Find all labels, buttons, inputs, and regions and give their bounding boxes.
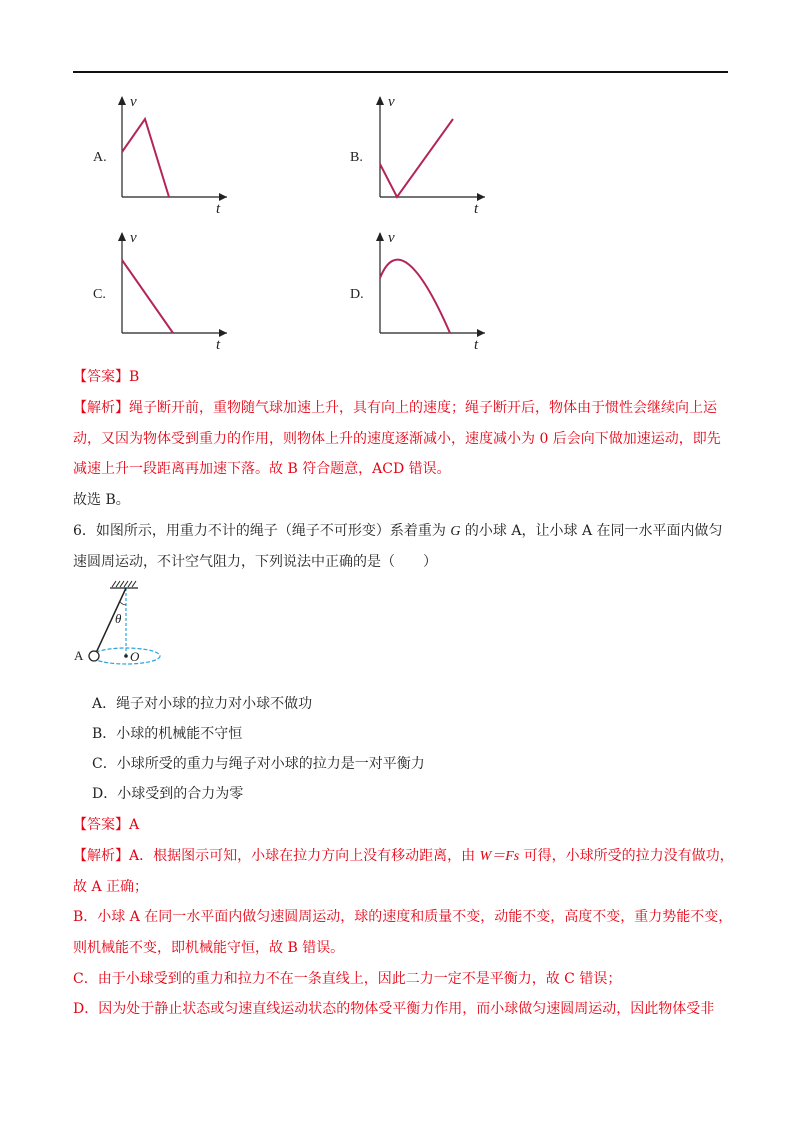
q6-analysis-line-1: [73, 846, 734, 867]
q6-analysis-line-6: D．因为处于静止状态或匀速直线运动状态的物体受平衡力作用，而小球做匀速圆周运动，因此物体受非: [73, 1001, 715, 1017]
q6-stem-line-1: [73, 521, 723, 542]
graph-d-curve: [380, 260, 450, 333]
q5-analysis-line-1: [73, 398, 717, 418]
q5-analysis-text-1: 绳子断开前，重物随气球加速上升，具有向上的速度；绳子断开后，物体由于惯性会继续向上运: [129, 400, 717, 416]
graph-b-label: B.: [350, 150, 363, 165]
q6-stem-1a: 6．如图所示，用重力不计的绳子（绳子不可形变）系着重为: [73, 523, 451, 539]
graph-c: [112, 228, 242, 353]
q6-option-a[interactable]: A．绳子对小球的拉力对小球不做功: [92, 696, 313, 712]
q6-analysis-1b: 可得，小球所受的拉力没有做功，: [519, 848, 734, 864]
q6-analysis-formula: W＝Fs: [479, 849, 520, 864]
graph-a-t-label: t: [216, 201, 221, 217]
graph-a-v-label: v: [130, 94, 137, 110]
graph-b: [370, 92, 500, 217]
q6-analysis-1a: A．根据图示可知，小球在拉力方向上没有移动距离，由: [129, 848, 480, 864]
graph-a-label: A.: [93, 150, 107, 165]
q6-answer-line: [73, 815, 139, 835]
ball: [89, 651, 99, 661]
q6-analysis-line-2: 故 A 正确；: [73, 879, 149, 895]
q5-answer-line: [73, 367, 139, 387]
ball-label: A: [74, 648, 84, 663]
q5-analysis-line-3: 减速上升一段距离再加速下落。故 B 符合题意，ACD 错误。: [73, 461, 451, 477]
q6-pendulum-figure: [70, 578, 180, 673]
graph-b-t-label: t: [474, 201, 479, 217]
q6-analysis-line-4: 则机械能不变，即机械能守恒，故 B 错误。: [73, 940, 345, 956]
q5-answer: B: [129, 369, 140, 385]
q5-analysis-tag: 【解析】: [73, 400, 129, 416]
graph-c-v-label: v: [130, 230, 137, 246]
q5-answer-tag: 【答案】: [73, 369, 129, 385]
graph-a: [112, 92, 242, 217]
string: [96, 588, 126, 653]
q6-analysis-line-3: B．小球 A 在同一水平面内做匀速圆周运动，球的速度和质量不变，动能不变，高度不变，重力势能不变，: [73, 909, 733, 925]
center-dot: [124, 654, 128, 658]
graph-c-label: C.: [93, 287, 106, 302]
graph-d: [370, 228, 500, 353]
graph-c-curve: [122, 260, 173, 333]
graph-a-curve: [122, 119, 169, 197]
q6-answer-tag: 【答案】: [73, 817, 129, 833]
q6-option-c[interactable]: C．小球所受的重力与绳子对小球的拉力是一对平衡力: [92, 756, 425, 772]
header-rule: [73, 71, 728, 73]
graph-b-curve: [380, 119, 453, 197]
q6-answer: A: [129, 817, 140, 833]
q6-stem-line-2: 速圆周运动，不计空气阻力，下列说法中正确的是（ ）: [73, 554, 437, 570]
q6-analysis-line-5: C．由于小球受到的重力和拉力不在一条直线上，因此二力一定不是平衡力，故 C 错误；: [73, 971, 622, 987]
center-label: O: [130, 649, 140, 664]
graph-c-t-label: t: [216, 337, 221, 353]
graph-d-t-label: t: [474, 337, 479, 353]
graph-b-v-label: v: [388, 94, 395, 110]
q5-conclusion: 故选 B。: [73, 492, 130, 508]
q5-analysis-line-2: 动，又因为物体受到重力的作用，则物体上升的速度逐渐减小，速度减小为 0 后会向下做加速运动，即先: [73, 431, 721, 447]
q6-option-b[interactable]: B．小球的机械能不守恒: [92, 726, 243, 742]
q6-analysis-tag: 【解析】: [73, 848, 129, 864]
theta-label: θ: [115, 611, 122, 626]
q6-option-d[interactable]: D．小球受到的合力为零: [92, 786, 244, 802]
graph-d-v-label: v: [388, 230, 395, 246]
q6-stem-g: G: [450, 524, 461, 539]
q6-stem-1b: 的小球 A，让小球 A 在同一水平面内做匀: [460, 523, 723, 539]
graph-d-label: D.: [350, 287, 364, 302]
